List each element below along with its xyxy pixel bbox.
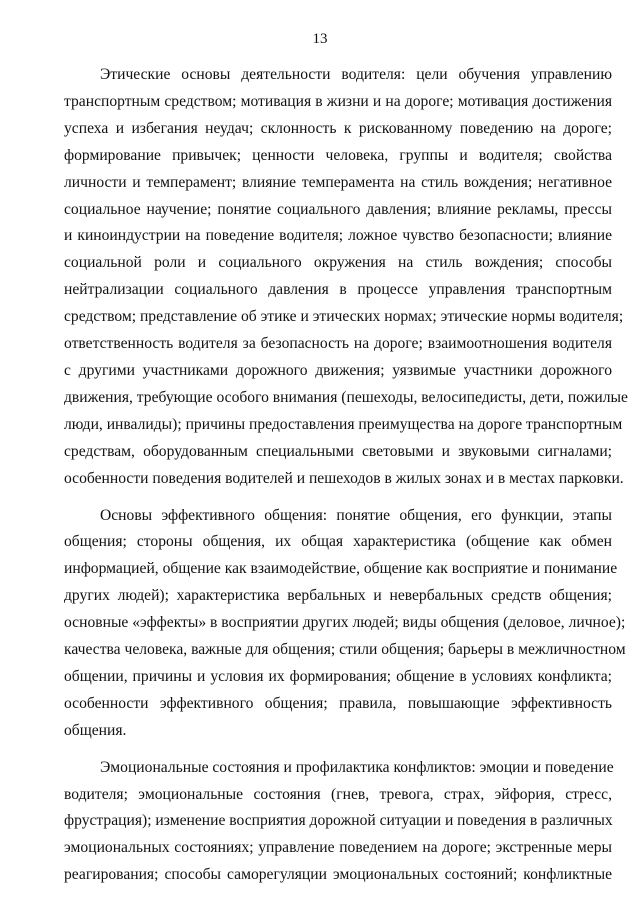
- text-line: особенности эффективного общения; правила, повышающие эффективность: [64, 694, 612, 712]
- text-line: формирование привычек; ценности человека, группы и водителя; свойства: [64, 146, 612, 164]
- page-number: 13: [312, 31, 328, 47]
- text-line: реагирования; способы саморегуляции эмоциональных состояний; конфликтные: [64, 866, 612, 884]
- text-line: с другими участниками дорожного движения; уязвимые участники дорожного: [64, 361, 612, 379]
- text-line: движения, требующие особого внимания (пешеходы, велосипедисты, дети, пожилые: [64, 388, 628, 406]
- text-line: личности и темперамент; влияние темперамента на стиль вождения; негативное: [64, 173, 612, 191]
- paragraph-effective-communication: [64, 503, 626, 745]
- text-line: Основы эффективного общения: понятие общения, его функции, этапы: [100, 506, 612, 524]
- text-line: других людей); характеристика вербальных и невербальных средств общения;: [64, 587, 612, 605]
- paragraph-driver-ethics: [64, 62, 628, 493]
- text-line: общении, причины и условия их формирования; общение в условиях конфликта;: [64, 667, 612, 685]
- text-line: социальное научение; понятие социального давления; влияние рекламы, прессы: [64, 200, 612, 218]
- text-line: особенности поведения водителей и пешеходов в жилых зонах и в местах парковки.: [64, 469, 624, 487]
- text-line: информацией, общение как взаимодействие, общение как восприятие и понимание: [64, 560, 618, 578]
- text-line: Эмоциональные состояния и профилактика конфликтов: эмоции и поведение: [100, 758, 614, 776]
- text-line: эмоциональных состояниях; управление поведением на дороге; экстренные меры: [64, 839, 612, 857]
- text-line: водителя; эмоциональные состояния (гнев, тревога, страх, эйфория, стресс,: [64, 785, 612, 803]
- text-line: средствам, оборудованным специальными световыми и звуковыми сигналами;: [64, 442, 612, 460]
- paragraph-emotional-states: [64, 755, 612, 890]
- text-line: нейтрализации социального давления в процессе управления транспортным: [64, 281, 612, 299]
- text-line: и киноиндустрии на поведение водителя; ложное чувство безопасности; влияние: [64, 227, 612, 245]
- text-line: транспортным средством; мотивация в жизни и на дороге; мотивация достижения: [64, 92, 612, 110]
- text-line: основные «эффекты» в восприятии других людей; виды общения (деловое, личное);: [64, 614, 626, 632]
- text-line: социальной роли и социального окружения на стиль вождения; способы: [64, 254, 612, 272]
- text-line: люди, инвалиды); причины предоставления преимущества на дороге транспортным: [64, 415, 623, 433]
- text-line: качества человека, важные для общения; стили общения; барьеры в межличностном: [64, 641, 626, 659]
- text-line: общения.: [64, 721, 127, 739]
- text-line: средством; представление об этике и этических нормах; этические нормы водителя;: [64, 308, 624, 326]
- text-line: фрустрация); изменение восприятия дорожной ситуации и поведения в различных: [64, 812, 613, 830]
- text-line: общения; стороны общения, их общая характеристика (общение как обмен: [64, 533, 612, 551]
- text-line: ответственность водителя за безопасность на дороге; взаимоотношения водителя: [64, 335, 612, 353]
- body-text: [64, 62, 628, 889]
- text-line: успеха и избегания неудач; склонность к рискованному поведению на дороге;: [64, 119, 612, 137]
- text-line: Этические основы деятельности водителя: цели обучения управлению: [100, 66, 612, 83]
